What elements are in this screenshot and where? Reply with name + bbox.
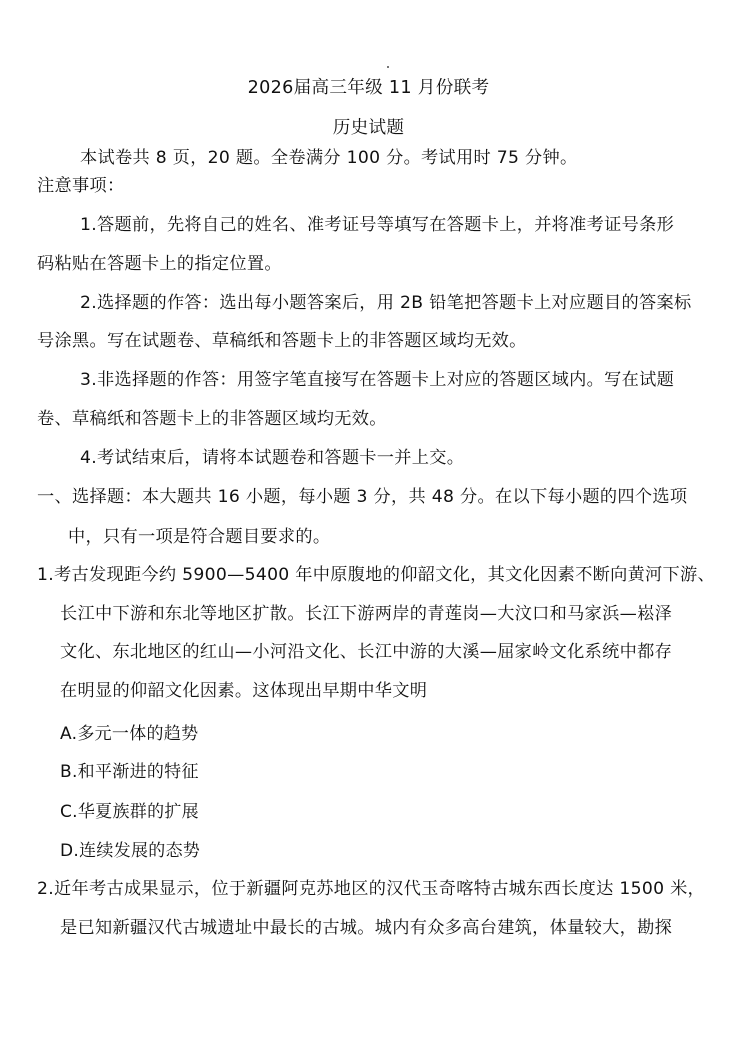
question-1-line-4: 在明显的仰韶文化因素。这体现出早期中华文明	[60, 681, 428, 701]
question-1-option-d: D.连续发展的态势	[60, 841, 201, 861]
question-1-option-a: A.多元一体的趋势	[60, 724, 199, 744]
note-item-3-line-2: 卷、草稿纸和答题卡上的非答题区域均无效。	[37, 409, 387, 429]
section-1-heading-line-2: 中，只有一项是符合题目要求的。	[68, 527, 331, 547]
question-1-line-3: 文化、东北地区的红山—小河沿文化、长江中游的大溪—屈家岭文化系统中都存	[60, 642, 673, 662]
note-item-1-line-2: 码粘贴在答题卡上的指定位置。	[37, 254, 282, 274]
question-2-line-2: 是已知新疆汉代古城遗址中最长的古城。城内有众多高台建筑，体量较大，勘探	[60, 918, 673, 938]
question-1-line-1: 1.考古发现距今约 5900—5400 年中原腹地的仰韶文化，其文化因素不断向黄河下游、	[37, 565, 716, 585]
note-item-2-line-1: 2.选择题的作答：选出每小题答案后，用 2B 铅笔把答题卡上对应题目的答案标	[80, 293, 692, 313]
notes-heading: 注意事项：	[37, 176, 125, 196]
section-1-heading-line-1: 一、选择题：本大题共 16 小题，每小题 3 分，共 48 分。在以下每小题的四个选项	[37, 487, 688, 507]
note-item-1-line-1: 1.答题前，先将自己的姓名、准考证号等填写在答题卡上，并将准考证号条形	[80, 215, 675, 235]
question-2-line-1: 2.近年考古成果显示，位于新疆阿克苏地区的汉代玉奇喀特古城东西长度达 1500 米，	[37, 879, 706, 899]
exam-intro: 本试卷共 8 页，20 题。全卷满分 100 分。考试用时 75 分钟。	[80, 148, 578, 168]
note-item-3-line-1: 3.非选择题的作答：用签字笔直接写在答题卡上对应的答题区域内。写在试题	[80, 370, 675, 390]
question-1-option-c: C.华夏族群的扩展	[60, 802, 199, 822]
stray-mark	[387, 66, 389, 68]
question-1-line-2: 长江中下游和东北等地区扩散。长江下游两岸的青莲岗—大汶口和马家浜—崧泽	[60, 604, 673, 624]
exam-title: 2026届高三年级 11 月份联考	[247, 78, 490, 98]
subject-title: 历史试题	[332, 118, 405, 138]
question-1-option-b: B.和平渐进的特征	[60, 762, 199, 782]
note-item-4: 4.考试结束后，请将本试题卷和答题卡一并上交。	[80, 448, 465, 468]
note-item-2-line-2: 号涂黑。写在试题卷、草稿纸和答题卡上的非答题区域均无效。	[37, 331, 527, 351]
